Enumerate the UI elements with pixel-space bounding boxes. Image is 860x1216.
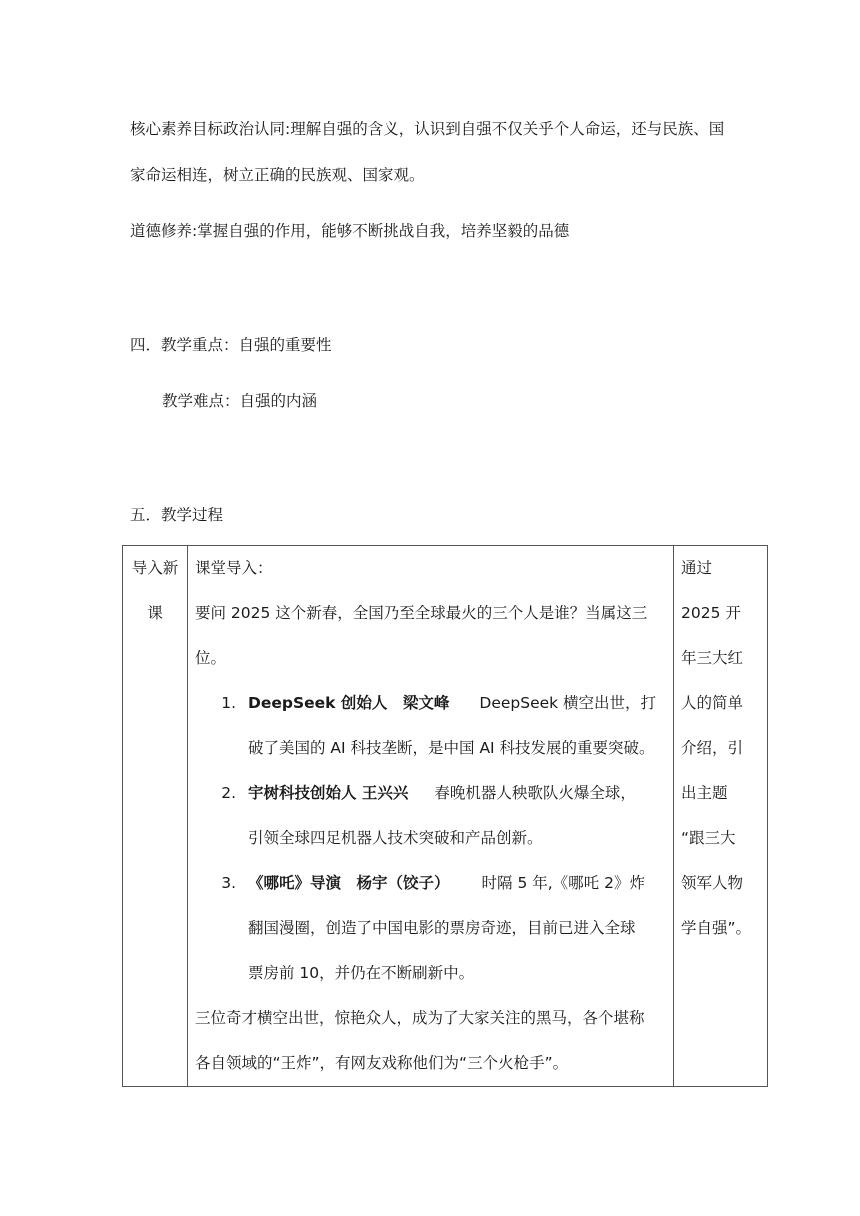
purpose-line: 通过: [681, 559, 713, 577]
goal-line-1: 核心素养目标政治认同:理解自强的含义，认识到自强不仅关乎个人命运，还与民族、国: [130, 120, 725, 138]
purpose-line: 出主题: [681, 784, 728, 802]
list-item-desc: 春晚机器人秧歌队火爆全球，: [434, 784, 636, 802]
purpose-line: “跟三大: [681, 829, 736, 847]
list-item-desc-cont: 引领全球四足机器人技术突破和产品创新。: [248, 829, 543, 847]
goal-line-2: 家命运相连，树立正确的民族观、国家观。: [130, 166, 425, 184]
purpose-cell: [674, 546, 768, 1087]
section-5-heading: 五．教学过程: [130, 506, 224, 524]
stage-label-line-2: 课: [147, 604, 163, 622]
summary-line-1: 三位奇才横空出世，惊艳众人，成为了大家关注的黑马，各个堪称: [195, 1009, 645, 1027]
purpose-line: 介绍，引: [681, 739, 744, 757]
table-row: [123, 546, 768, 1087]
intro-question-line-1: 要问 2025 这个新春，全国乃至全球最火的三个人是谁？当属这三: [195, 604, 648, 622]
purpose-line: 学自强”。: [681, 919, 752, 937]
stage-label-line-1: 导入新: [131, 559, 179, 577]
content-cell: [188, 546, 674, 1087]
stage-cell: [123, 546, 188, 1087]
list-item: [195, 681, 667, 726]
intro-question-line-2: 位。: [195, 649, 227, 667]
purpose-line: 2025 开: [681, 604, 741, 622]
list-item-desc-cont: 翻国漫圈，创造了中国电影的票房奇迹，目前已进入全球: [248, 919, 636, 937]
list-item-desc: DeepSeek 横空出世，打: [479, 694, 657, 712]
list-item-desc-cont: 破了美国的 AI 科技垄断，是中国 AI 科技发展的重要突破。: [248, 739, 655, 757]
list-item-number: 3.: [221, 874, 236, 892]
list-item-title: 宇树科技创始人 王兴兴: [248, 784, 409, 802]
purpose-line: 人的简单: [681, 694, 744, 712]
list-item: [195, 771, 667, 816]
list-item-title: 《哪吒》导演 杨宇（饺子）: [248, 874, 450, 892]
teaching-process-table: [122, 545, 768, 1087]
list-item-desc-cont: 票房前 10，并仍在不断刷新中。: [248, 964, 475, 982]
section-4-subheading: 教学难点：自强的内涵: [162, 392, 318, 410]
list-item-number: 2.: [221, 784, 236, 802]
purpose-line: 领军人物: [681, 874, 744, 892]
goal-line-3: 道德修养:掌握自强的作用，能够不断挑战自我，培养坚毅的品德: [130, 222, 570, 240]
list-item-title: DeepSeek 创始人 梁文峰: [248, 694, 450, 712]
intro-label: 课堂导入：: [195, 559, 273, 577]
purpose-line: 年三大红: [681, 649, 744, 667]
section-4-heading: 四．教学重点：自强的重要性: [130, 336, 332, 354]
list-item: [195, 861, 667, 906]
list-item-desc: 时隔 5 年,《哪吒 2》炸: [481, 874, 645, 892]
list-item-number: 1.: [221, 694, 236, 712]
summary-line-2: 各自领域的“王炸”，有网友戏称他们为“三个火枪手”。: [195, 1054, 569, 1072]
